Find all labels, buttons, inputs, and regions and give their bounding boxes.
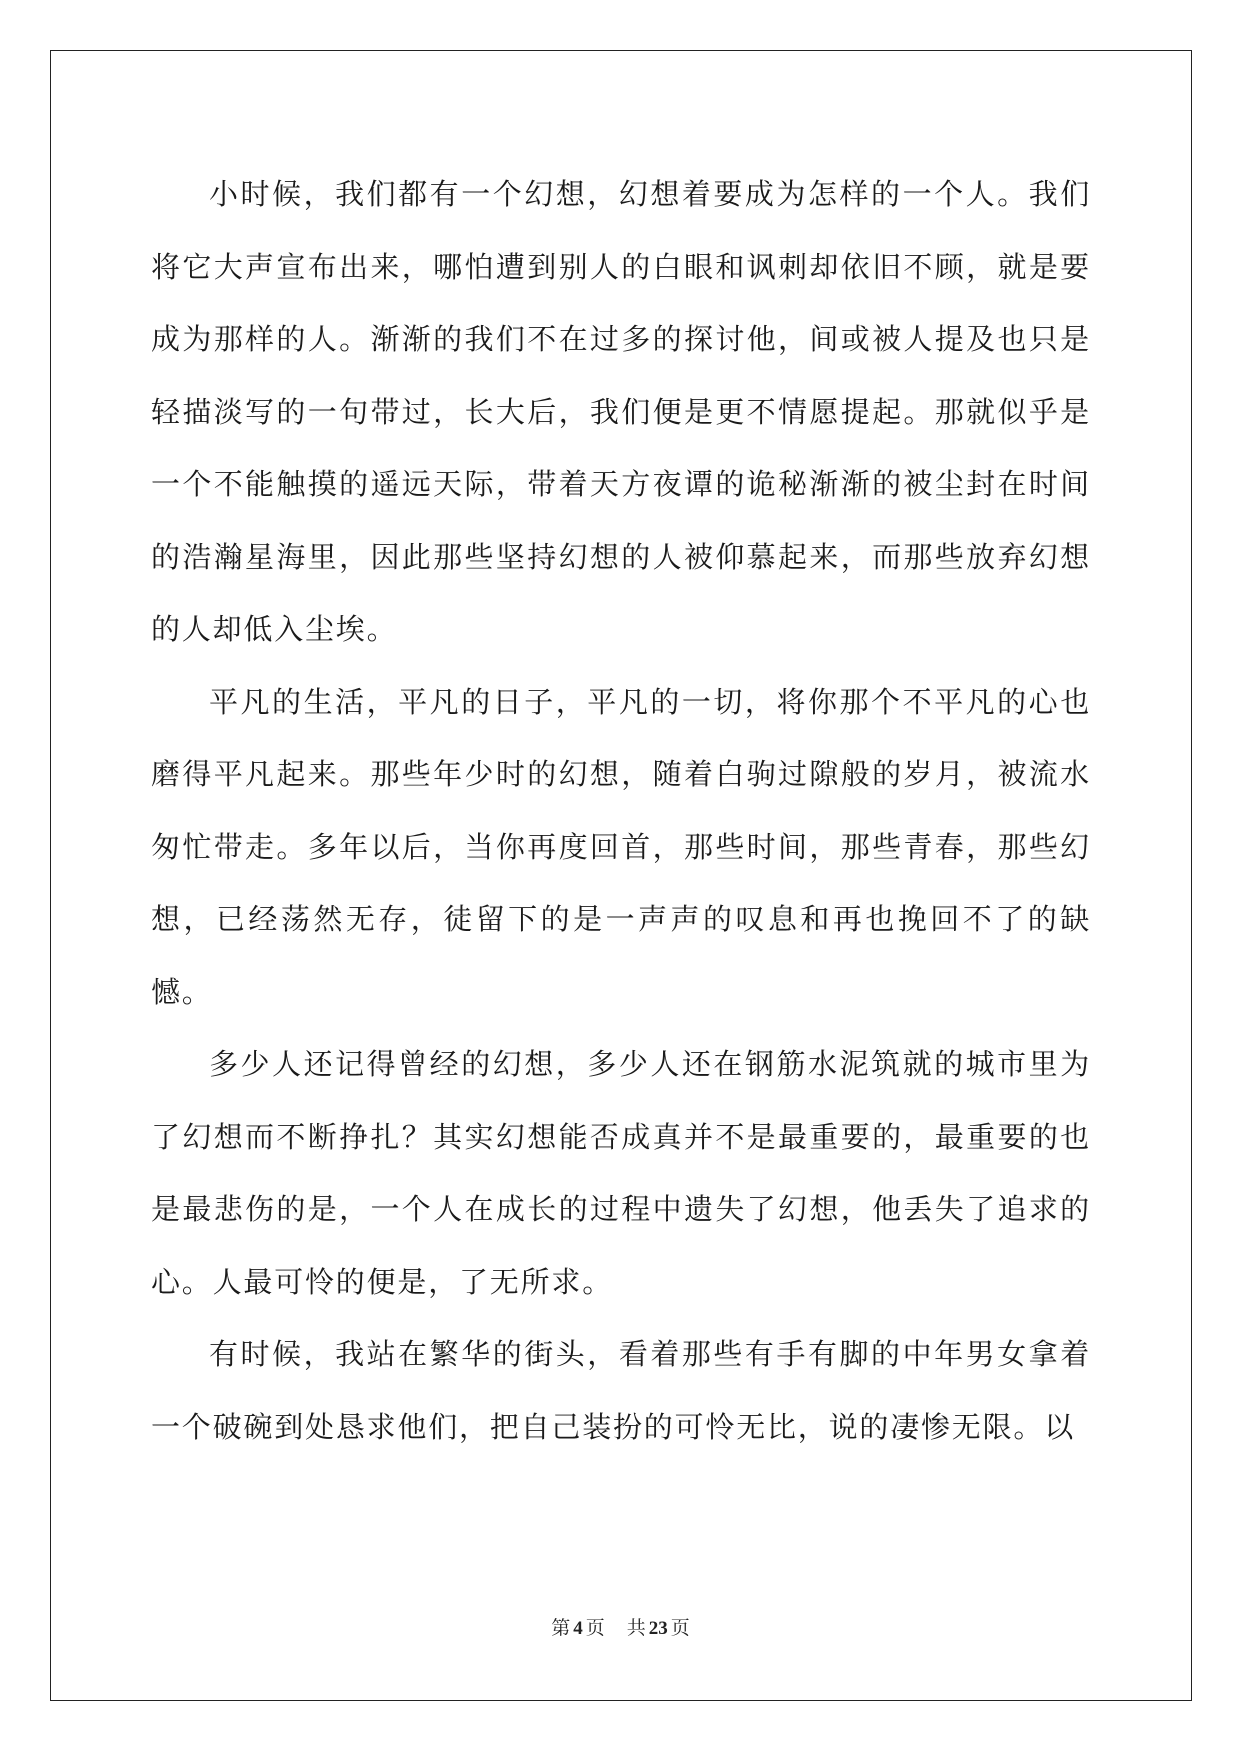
page-total-number: 23 <box>648 1618 668 1639</box>
page-current-number: 4 <box>573 1618 583 1639</box>
paragraph-2: 平凡的生活，平凡的日子，平凡的一切，将你那个不平凡的心也磨得平凡起来。那些年少时的幻想，随着白驹过隙般的岁月，被流水匆忙带走。多年以后，当你再度回首，那些时间，那些青春，那些幻想，已经荡然无存，徒留下的是一声声的叹息和再也挽回不了的缺憾。 <box>151 684 1091 1009</box>
document-body <box>151 158 1091 1463</box>
paragraph-1: 小时候，我们都有一个幻想，幻想着要成为怎样的一个人。我们将它大声宣布出来，哪怕遭到别人的白眼和讽刺却依旧不顾，就是要成为那样的人。渐渐的我们不在过多的探讨他，间或被人提及也只是轻描淡写的一句带过，长大后，我们便是更不情愿提起。那就似乎是一个不能触摸的遥远天际，带着天方夜谭的诡秘渐渐的被尘封在时间的浩瀚星海里，因此那些坚持幻想的人被仰慕起来，而那些放弃幻想的人却低入尘埃。 <box>151 177 1091 646</box>
total-prefix: 共 <box>626 1617 646 1639</box>
paragraph-3: 多少人还记得曾经的幻想，多少人还在钢筋水泥筑就的城市里为了幻想而不断挣扎？其实幻想能否成真并不是最重要的，最重要的也是最悲伤的是，一个人在成长的过程中遗失了幻想，他丢失了追求的心。人最可怜的便是，了无所求。 <box>151 1047 1091 1299</box>
page-footer <box>0 1615 1241 1642</box>
paragraph-4: 有时候，我站在繁华的街头，看着那些有手有脚的中年男女拿着一个破碗到处恳求他们，把自己装扮的可怜无比，说的凄惨无限。以 <box>151 1337 1091 1444</box>
page-prefix: 第 <box>551 1617 571 1639</box>
total-suffix: 页 <box>670 1617 690 1639</box>
page-suffix: 页 <box>585 1617 605 1639</box>
